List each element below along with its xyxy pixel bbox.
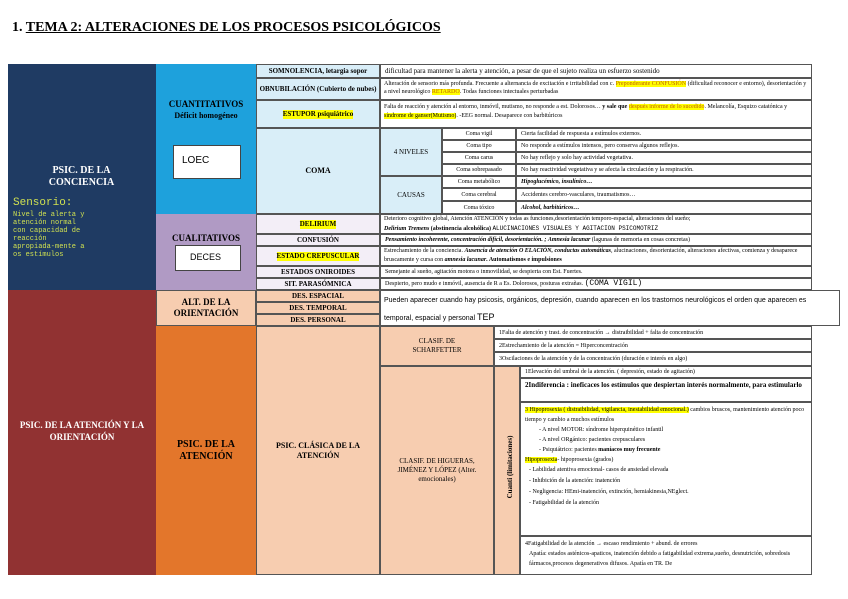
- estupor-name-cell: [256, 100, 380, 128]
- hipo-item: - Fatigabilidad de la atención: [537, 498, 807, 509]
- loec-label: LOEC: [182, 155, 210, 166]
- coma-cause-name: Coma metabólico: [442, 176, 516, 188]
- sensorio-title: Sensorio:: [13, 197, 73, 209]
- coma-level-name: Coma carus: [442, 152, 516, 164]
- coma-cause-name: Coma cerebral: [442, 188, 516, 201]
- delirium-name: DELIRIUM: [299, 219, 337, 228]
- scharf-item: 3Oscilaciones de la atención y de la concentración (duración e interés en algo): [494, 352, 812, 366]
- confusion-desc: [380, 234, 812, 246]
- scharfetter-title: CLASIF. DE SCHARFETTER: [380, 326, 494, 366]
- crepuscular-desc: [380, 246, 812, 266]
- coma-niveles: 4 NIVELES: [380, 128, 442, 176]
- h3-rest: cambios bruscos, mantenimiento atención poco tiempo y cambio a muchos estímulos: [525, 407, 805, 423]
- delirium-tremens: Delirium Tremens: [384, 226, 430, 232]
- atencion-block: [8, 290, 156, 575]
- h3-item: - A nivel MOTOR: síndrome hiperquinético infantil: [547, 425, 807, 435]
- delirium-desc: [380, 214, 812, 234]
- delirium-abst: (abstinencia alcohólica): [430, 226, 491, 232]
- orientacion-desc: [380, 290, 840, 326]
- higueras-h1: 1Elevación del umbral de la atención. ( depresión, estado de agitación): [520, 366, 812, 378]
- coma-cause-desc: Accidentes cerebro-vasculares, traumatismos…: [516, 188, 812, 201]
- orient-text: Pueden aparecer cuando hay psicosis, orgánicos, depresión, cuando aparecen en los trastornos neurológicos el orden que aparecen es temporal, espacial y personal: [384, 297, 807, 322]
- confusion-name: CONFUSIÓN: [256, 234, 380, 246]
- estupor-hl2: síndrome de ganser(Mutismo): [384, 113, 457, 119]
- h3-psiq-bold: maníacos muy frecuente: [598, 447, 661, 453]
- des-espacial: DES. ESPACIAL: [256, 290, 380, 302]
- page-title: 1. TEMA 2: ALTERACIONES DE LOS PROCESOS PSICOLÓGICOS: [12, 20, 441, 35]
- estupor-desc: [380, 100, 812, 128]
- obnub-text3: . Todas funciones intectuales perturbadas: [459, 89, 559, 95]
- higueras-h3: [520, 402, 812, 536]
- estupor-text2: . Melancolía, Esquizo catatónica y: [704, 104, 788, 110]
- des-temporal: DES. TEMPORAL: [256, 302, 380, 314]
- atencion-label: PSIC. DE LA ATENCIÓN Y LA ORIENTACIÓN: [19, 420, 145, 442]
- oniroides-name: ESTADOS ONIROIDES: [256, 266, 380, 278]
- coma-level-name: Coma sobrepasado: [442, 164, 516, 176]
- h3-item: - A nivel ORgánico: pacientes crepusculares: [547, 435, 807, 445]
- confusion-text2: (lagunas de memoria en cosas concretas): [591, 237, 690, 243]
- coma-name: COMA: [256, 128, 380, 214]
- estupor-text1: Falta de reacción y atención al entorno, inmóvil, mutismo, no responde a est. Dolorosos…: [384, 104, 601, 110]
- obnubilacion-name: OBNUBILACIÓN (Cubierto de nubes): [256, 78, 380, 100]
- obnub-text2: (dificultad reconocer e entorno), desorientación y a nivel neurológico: [384, 81, 807, 95]
- confusion-it: Amnesia lacunar: [547, 237, 591, 243]
- parasomnica-name: SIT. PARASÓMNICA: [256, 278, 380, 290]
- higueras-h4: [520, 536, 812, 575]
- h4-apatia: Apatía: estados asténicos-apaticos, inatención debido a fatigabilidad extrema,sueño, desnutrición, sobredosis fármacos,procesos degenerativos difusos. Apatía en TR. De: [529, 551, 791, 567]
- coma-causas: CAUSAS: [380, 176, 442, 214]
- coma-level-desc: No responde a estímulos intensos, pero conserva algunos reflejos.: [516, 140, 812, 152]
- hipo-item: - Labilidad atentiva emocional- casos de ansiedad elevada: [537, 465, 807, 476]
- consciencia-block: [8, 64, 156, 290]
- parasomnica-desc: [380, 278, 812, 290]
- hipo-highlight: Hipoprosexia: [525, 457, 558, 463]
- coma-level-name: Coma vigil: [442, 128, 516, 140]
- consciencia-label: PSIC. DE LA CONCIENCIA: [48, 165, 115, 188]
- parasomnica-mono: (COMA VIGIL): [584, 279, 643, 288]
- deces-label: DECES: [190, 252, 222, 262]
- sensorio-text: Nivel de alerta y atención normal con capacidad de reacción apropiada-mente a os estímulos: [13, 211, 85, 259]
- parasomnica-text: Despierto, pero mudo e inmóvil, ausencia de R a Es. Dolorosos, posturas extrañas.: [385, 281, 584, 287]
- crep-text1b: Ausencia de atención O ELACIÓN, conductas automáticas: [464, 248, 611, 254]
- delirium-mono: ALUCINACIONES VISUALES Y AGITACION PSICOMOTRIZ: [492, 225, 659, 232]
- somnolencia-name: SOMNOLENCIA, letargia sopor: [256, 64, 380, 78]
- oniroides-desc: Semejante al sueño, agitación motora o inmovilidad, se despierta con Est. Fuertes.: [380, 266, 812, 278]
- obnubilacion-desc: [380, 78, 812, 100]
- crep-text2: , alucinaciones, desorientación, alteraciones afectivas, comienza y desaparece bruscamente y cursa con: [384, 248, 798, 263]
- crepuscular-name: ESTADO CREPUSCULAR: [276, 251, 360, 260]
- estupor-bold1: y sale que: [602, 104, 628, 110]
- hipo-item: - Negligencia: HEmi-inatención, extinción, hemiakinesia,NEglect.: [537, 487, 807, 498]
- delirium-name-cell: [256, 214, 380, 234]
- somnolencia-desc: dificultad para mantener la alerta y atención, a pesar de que el sujeto realiza un esfuerzo sostenido: [380, 64, 812, 78]
- deces-box: [175, 245, 241, 271]
- coma-level-desc: Cierta facilidad de respuesta a estímulos externos.: [516, 128, 812, 140]
- scharf-item: 2Estrechamiento de la atención = Hiperconcentración: [494, 339, 812, 352]
- h4-text: 4Fatigabilidad de la atención → escaso rendimiento + abund. de errores: [525, 541, 698, 547]
- higueras-h2: 2Indiferencia : ineficaces los estímulos que despiertan interés normalmente, para estimularlo: [520, 378, 812, 402]
- hipo-rest: - hipoprosexia (grados): [557, 457, 614, 463]
- psic-atencion: PSIC. DE LA ATENCIÓN: [156, 326, 256, 575]
- hipo-item: - Inhibición de la atención: inatención: [537, 476, 807, 487]
- cuantitativos-sub: Déficit homogéneo: [174, 111, 238, 120]
- h3-highlight: 3 Hipoprosexia ( distraibilidad, vigilancia, inestabilidad emocional.): [525, 407, 689, 413]
- des-personal: DES. PERSONAL: [256, 314, 380, 326]
- obnub-hl1: Preponderante CONFUSIÓN: [615, 81, 687, 87]
- cuantitativos-block: [156, 64, 256, 214]
- orientacion-title: ALT. DE LA ORIENTACIÓN: [156, 290, 256, 326]
- cuanti-col: [494, 366, 520, 575]
- higueras-title: CLASIF. DE HIGUERAS, JIMÉNEZ Y LÓPEZ (Alter. emocionales): [380, 366, 494, 575]
- crep-text3: . Automatismos e impulsiones: [486, 257, 562, 263]
- h3-item-psiq: [542, 445, 807, 455]
- coma-cause-desc: Alcohol, barbitúricos…: [516, 201, 812, 214]
- obnub-text1: Alteración de sensorio más profunda. Frecuente a alternancia de excitación e irritabilidad con c.: [384, 81, 615, 87]
- cuantitativos-title: CUANTITATIVOS: [168, 99, 244, 109]
- coma-level-desc: No hay reactividad vegetativa y se afecta la circulación y la respiración.: [516, 164, 812, 176]
- obnub-hl2: RETARDO: [431, 89, 460, 95]
- crepuscular-name-cell: [256, 246, 380, 266]
- coma-level-name: Coma tipo: [442, 140, 516, 152]
- cuanti-label: Cuanti (limitaciones): [506, 435, 514, 499]
- crep-text1: Estrechamiento de la conciencia.: [384, 248, 463, 254]
- scharf-item: 1Falta de atención y trast. de concentración → distraibilidad + falta de concentración: [494, 326, 812, 339]
- coma-level-desc: No hay reflejo y solo hay actividad vegetativa.: [516, 152, 812, 164]
- tep-label: TEP: [477, 312, 495, 322]
- crep-it: amnesia lacunar: [444, 257, 487, 263]
- estupor-name: ESTUPOR psiquiátrico: [282, 109, 354, 118]
- cualitativos-block: [156, 214, 256, 290]
- psic-clasica: PSIC. CLÁSICA DE LA ATENCIÓN: [256, 326, 380, 575]
- h3-psiq: Psiquiátrico: pacientes: [542, 447, 597, 453]
- estupor-text3: . -EEG normal. Desaparece con barbitúricos: [456, 113, 563, 119]
- coma-cause-desc: Hipoglucémico, insulínico…: [516, 176, 812, 188]
- delirium-text1: Deterioro cognitivo global, Atención ATENCIÓN y todas as funciones,desorientación temporo-espacial, alteraciones del sueño;: [384, 216, 691, 222]
- confusion-text1: Pensamiento incoherente, concentración difícil, desorientación. ;: [385, 237, 547, 243]
- cualitativos-title: CUALITATIVOS: [171, 233, 240, 243]
- loec-box: [173, 145, 241, 179]
- estupor-hl1: después informe de lo sucedido: [628, 104, 705, 110]
- coma-cause-name: Coma tóxico: [442, 201, 516, 214]
